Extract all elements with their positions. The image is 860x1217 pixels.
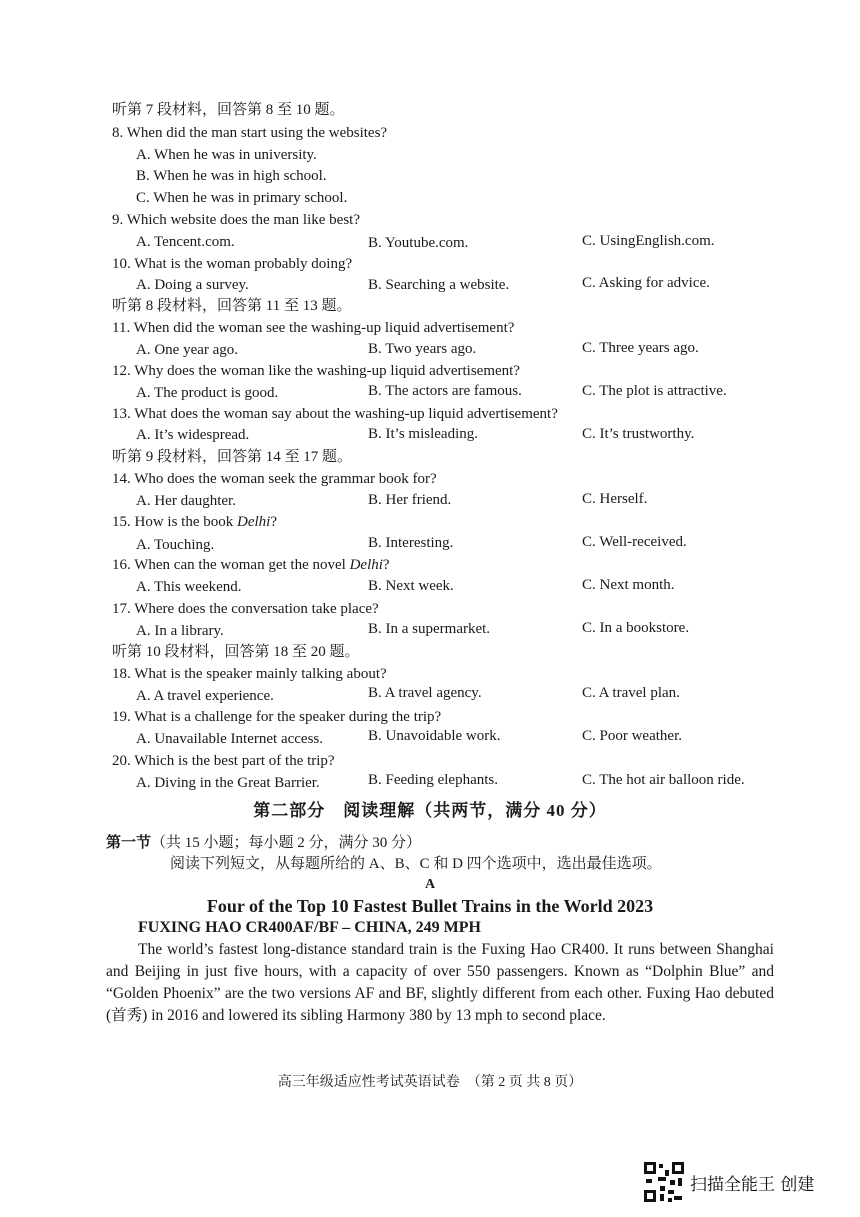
part-two-title: 第二部分 阅读理解（共两节，满分 40 分） xyxy=(253,801,607,820)
option-10c: C. Asking for advice. xyxy=(582,275,710,291)
option-11c: C. Three years ago. xyxy=(582,340,699,356)
option-13c: C. It’s trustworthy. xyxy=(582,426,695,442)
option-13b: B. It’s misleading. xyxy=(368,426,478,442)
option-19a: A. Unavailable Internet access. xyxy=(136,731,323,747)
question-14: 14. Who does the woman seek the grammar book for? xyxy=(112,471,437,487)
option-14b: B. Her friend. xyxy=(368,492,452,508)
book-title: Delhi xyxy=(237,514,271,530)
article-subheading: FUXING HAO CR400AF/BF – CHINA, 249 MPH xyxy=(138,919,481,936)
book-title: Delhi xyxy=(349,557,383,573)
option-20a: A. Diving in the Great Barrier. xyxy=(136,775,320,791)
option-16c: C. Next month. xyxy=(582,577,675,593)
option-18c: C. A travel plan. xyxy=(582,685,680,701)
passage-letter: A xyxy=(424,877,436,892)
option-19c: C. Poor weather. xyxy=(582,728,682,744)
option-10b: B. Searching a website. xyxy=(368,277,510,293)
question-11: 11. When did the woman see the washing-up liquid advertisement? xyxy=(112,320,515,336)
option-17b: B. In a supermarket. xyxy=(368,621,491,637)
question-10: 10. What is the woman probably doing? xyxy=(112,256,353,272)
question-18: 18. What is the speaker mainly talking about? xyxy=(112,666,387,682)
section-heading: 听第 8 段材料，回答第 11 至 13 题。 xyxy=(112,298,352,314)
question-8: 8. When did the man start using the websites? xyxy=(112,125,388,141)
option-11b: B. Two years ago. xyxy=(368,341,477,357)
option-11a: A. One year ago. xyxy=(136,342,239,358)
option-20c: C. The hot air balloon ride. xyxy=(582,772,745,788)
option-18a: A. A travel experience. xyxy=(136,688,274,704)
question-15: 15. How is the book Delhi? xyxy=(112,514,277,530)
option-8c: C. When he was in primary school. xyxy=(136,190,348,206)
option-17a: A. In a library. xyxy=(136,623,224,639)
option-9a: A. Tencent.com. xyxy=(136,234,235,250)
question-12: 12. Why does the woman like the washing-up liquid advertisement? xyxy=(112,363,520,379)
section-heading: 听第 10 段材料，回答第 18 至 20 题。 xyxy=(112,644,360,660)
scanner-watermark xyxy=(644,1162,814,1202)
option-14c: C. Herself. xyxy=(582,491,648,507)
option-8b: B. When he was in high school. xyxy=(136,168,327,184)
article-title: Four of the Top 10 Fastest Bullet Trains in the World 2023 xyxy=(206,896,654,916)
option-19b: B. Unavoidable work. xyxy=(368,728,501,744)
question-16: 16. When can the woman get the novel Delhi? xyxy=(112,557,390,573)
section-heading: 听第 7 段材料，回答第 8 至 10 题。 xyxy=(112,102,345,118)
page-footer: 高三年级适应性考试英语试卷 （第 2 页 共 8 页） xyxy=(277,1075,583,1090)
option-8a: A. When he was in university. xyxy=(136,147,317,163)
option-9c: C. UsingEnglish.com. xyxy=(582,233,715,249)
option-15b: B. Interesting. xyxy=(368,535,454,551)
option-16b: B. Next week. xyxy=(368,578,454,594)
option-9b: B. Youtube.com. xyxy=(368,235,469,251)
reading-instruction: 阅读下列短文，从每题所给的 A、B、C 和 D 四个选项中，选出最佳选项。 xyxy=(170,856,662,872)
option-20b: B. Feeding elephants. xyxy=(368,772,498,788)
watermark-text: 扫描全能王 创建 xyxy=(690,1174,815,1195)
section-heading: 听第 9 段材料，回答第 14 至 17 题。 xyxy=(112,449,353,465)
option-10a: A. Doing a survey. xyxy=(136,277,249,293)
option-18b: B. A travel agency. xyxy=(368,685,482,701)
option-12b: B. The actors are famous. xyxy=(368,383,522,399)
option-12a: A. The product is good. xyxy=(136,385,279,401)
article-paragraph: The world’s fastest long-distance standard train is the Fuxing Hao CR400. It runs between Shanghai and Beijing in just five hours, with a capacity of over 550 passengers. Known as “Dolphin Blue” and “Golden Phoenix” are the two versions AF and BF, slightly different from each other. Fuxing Hao debuted (首秀) in 2016 and lowered its sibling Harmony 380 by 13 mph to second place. xyxy=(106,941,774,1024)
option-16a: A. This weekend. xyxy=(136,579,242,595)
question-19: 19. What is a challenge for the speaker during the trip? xyxy=(112,709,442,725)
option-14a: A. Her daughter. xyxy=(136,493,236,509)
question-9: 9. Which website does the man like best? xyxy=(112,212,360,228)
question-20: 20. Which is the best part of the trip? xyxy=(112,753,335,769)
option-12c: C. The plot is attractive. xyxy=(582,383,727,399)
section-one-heading: 第一节（共 15 小题；每小题 2 分，满分 30 分） xyxy=(106,835,422,851)
option-17c: C. In a bookstore. xyxy=(582,620,690,636)
question-13: 13. What does the woman say about the washing-up liquid advertisement? xyxy=(112,406,558,422)
option-13a: A. It’s widespread. xyxy=(136,427,250,443)
option-15c: C. Well-received. xyxy=(582,534,687,550)
qr-code-icon xyxy=(644,1162,684,1202)
question-17: 17. Where does the conversation take place? xyxy=(112,601,379,617)
option-15a: A. Touching. xyxy=(136,537,215,553)
